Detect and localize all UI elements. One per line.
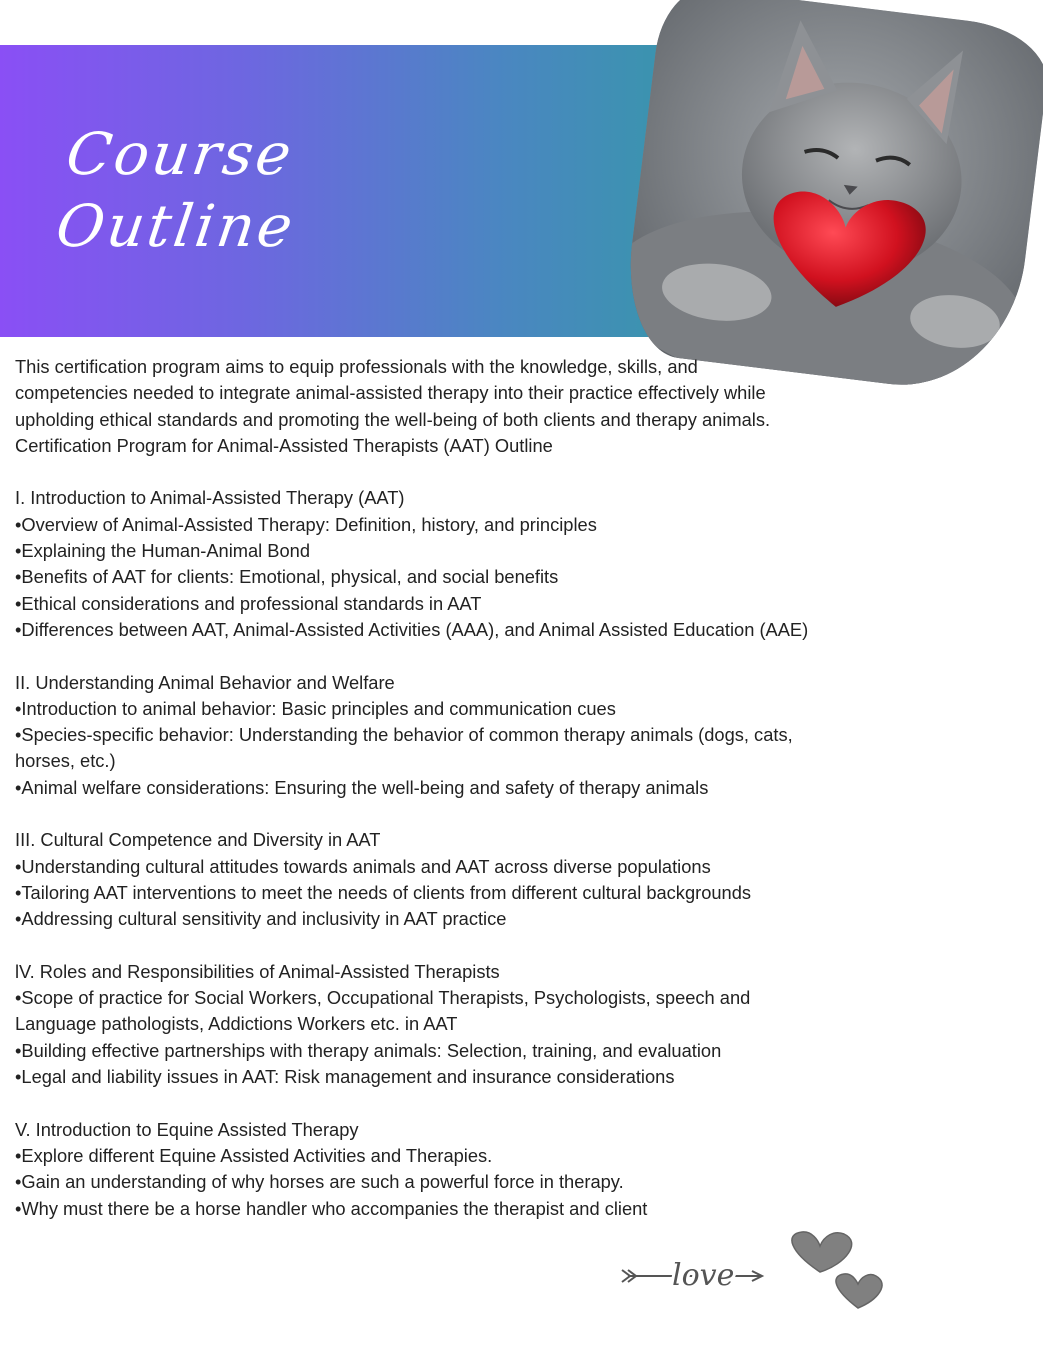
section-heading: III. Cultural Competence and Diversity in AAT	[15, 829, 381, 851]
list-item: horses, etc.)	[15, 750, 116, 772]
list-item: •Addressing cultural sensitivity and inclusivity in AAT practice	[15, 908, 507, 930]
list-item: •Differences between AAT, Animal-Assisted Activities (AAA), and Animal Assisted Education (AAE)	[15, 618, 809, 640]
list-item: •Legal and liability issues in AAT: Risk management and insurance considerations	[15, 1066, 675, 1088]
list-item: •Benefits of AAT for clients: Emotional, physical, and social benefits	[15, 566, 559, 588]
list-item: •Overview of Animal-Assisted Therapy: Definition, history, and principles	[15, 513, 597, 535]
section-heading: II. Understanding Animal Behavior and Welfare	[15, 671, 395, 693]
section-heading: lV. Roles and Responsibilities of Animal-Assisted Therapists	[15, 960, 500, 982]
intro-line: This certification program aims to equip professionals with the knowledge, skills, and	[15, 356, 698, 377]
list-item: •Ethical considerations and professional standards in AAT	[15, 592, 482, 614]
list-item: •Species-specific behavior: Understanding the behavior of common therapy animals (dogs, cats,	[15, 724, 793, 746]
list-item: •Building effective partnerships with therapy animals: Selection, training, and evaluation	[15, 1039, 722, 1061]
list-item: •Explore different Equine Assisted Activities and Therapies.	[15, 1144, 493, 1166]
course-outline-body	[15, 354, 1000, 1222]
section-heading: I. Introduction to Animal-Assisted Therapy (AAT)	[15, 487, 405, 509]
love-decoration	[620, 1228, 890, 1318]
list-item: •Gain an understanding of why horses are such a powerful force in therapy.	[15, 1171, 624, 1193]
love-word: love	[672, 1258, 735, 1293]
intro-line: competencies needed to integrate animal-assisted therapy into their practice effectively while	[15, 382, 766, 404]
list-item: •Animal welfare considerations: Ensuring the well-being and safety of therapy animals	[15, 776, 709, 798]
sketched-hearts-icon	[792, 1232, 882, 1308]
title-line-1: Course	[62, 120, 299, 188]
page-title	[52, 118, 310, 262]
list-item: •Explaining the Human-Animal Bond	[15, 540, 310, 562]
intro-line: Certification Program for Animal-Assisted Therapists (AAT) Outline	[15, 434, 553, 456]
list-item: •Understanding cultural attitudes towards animals and AAT across diverse populations	[15, 855, 711, 877]
intro-line: upholding ethical standards and promoting the well-being of both clients and therapy animals.	[15, 408, 771, 430]
title-line-2: Outline	[52, 192, 300, 260]
section-heading: V. Introduction to Equine Assisted Therapy	[15, 1118, 359, 1140]
cat-with-heart-photo	[619, 0, 1043, 399]
list-item: Language pathologists, Addictions Workers etc. in AAT	[15, 1013, 458, 1035]
list-item: •Tailoring AAT interventions to meet the needs of clients from different cultural backgrounds	[15, 881, 752, 903]
list-item: •Scope of practice for Social Workers, Occupational Therapists, Psychologists, speech and	[15, 987, 751, 1009]
list-item: •Introduction to animal behavior: Basic principles and communication cues	[15, 697, 616, 719]
list-item: •Why must there be a horse handler who accompanies the therapist and client	[15, 1197, 648, 1219]
